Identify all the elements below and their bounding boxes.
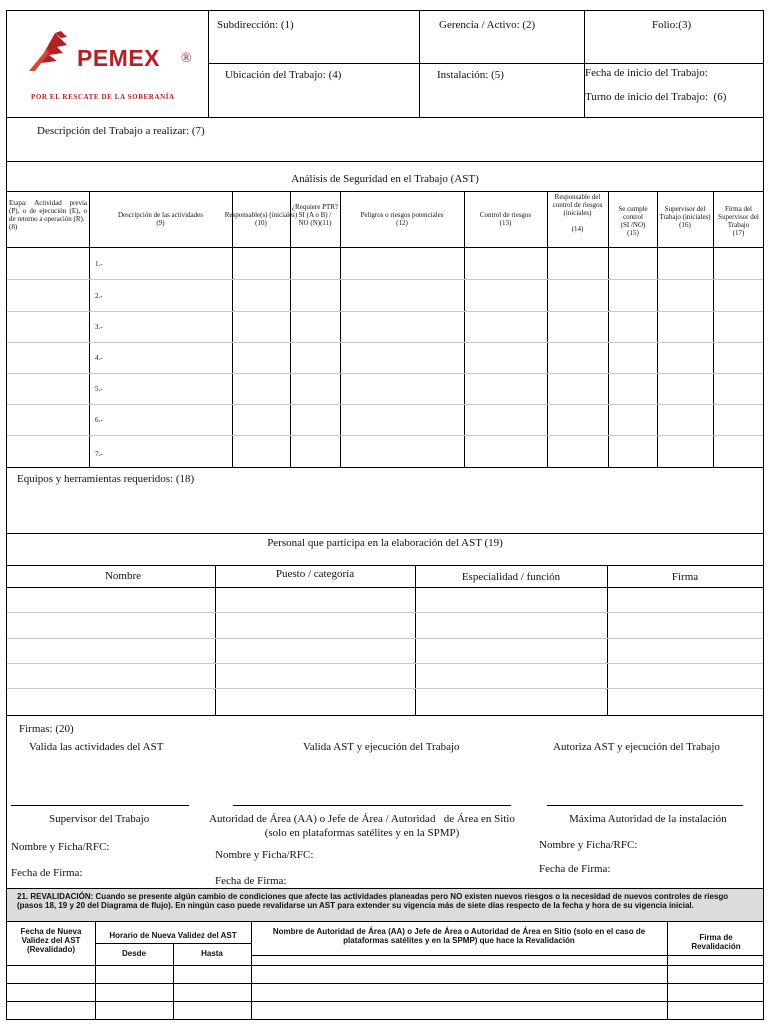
logo-name: PEMEX (77, 45, 161, 71)
autoridad-signature-line[interactable] (233, 805, 511, 806)
autoridad-fecha-field[interactable]: Fecha de Firma: (215, 875, 287, 887)
col-especialidad: Especialidad / función (461, 571, 561, 583)
registered-mark: ® (181, 51, 192, 66)
maxima-fecha-field[interactable]: Fecha de Firma: (539, 863, 611, 875)
col-desde: Desde (121, 949, 146, 958)
ast-form-page (6, 10, 764, 1020)
ast-table (7, 191, 763, 467)
logo-subtitle: POR EL RESCATE DE LA SOBERANÍA (31, 93, 175, 101)
col-control: Control de riesgos (13) (479, 211, 532, 227)
maxima-signature-line[interactable] (547, 805, 743, 806)
subdireccion-field[interactable]: Subdirección: (1) (217, 19, 294, 31)
pemex-eagle-icon (27, 29, 73, 73)
autoriza-label: Autoriza AST y ejecución del Trabajo (553, 741, 720, 753)
valida-ejecucion-label: Valida AST y ejecución del Trabajo (303, 741, 460, 753)
col-responsable: Responsable(s) (iniciales) (10) (224, 211, 298, 227)
instalacion-field[interactable]: Instalación: (5) (437, 69, 504, 81)
valida-actividades-label: Valida las actividades del AST (29, 741, 164, 753)
supervisor-label: Supervisor del Trabajo (49, 813, 150, 825)
autoridad-nombre-field[interactable]: Nombre y Ficha/RFC: (215, 849, 314, 861)
ast-row-1[interactable]: 1.- (95, 260, 103, 268)
col-firma-supervisor: Firma del Supervisor del Trabajo (17) (718, 205, 759, 237)
autoridad-label-line2: (solo en plataformas satélites y en la SPMP) (264, 827, 460, 839)
col-nombre: Nombre (104, 570, 142, 582)
col-nombre-autoridad: Nombre de Autoridad de Área (AA) o Jefe de Área o Autoridad de Área en Sitio (solo en el caso de plataformas satélites y en la SPMP) que hace la Revalidación (272, 927, 646, 945)
autoridad-label-line1: Autoridad de Área (AA) o Jefe de Área / Autoridad de Área en Sitio (209, 813, 515, 825)
col-descripcion: Descripción de las actividades (9) (118, 211, 203, 227)
col-puesto: Puesto / categoría (275, 568, 355, 580)
fecha-inicio-field[interactable]: Fecha de inicio del Trabajo: (585, 67, 708, 79)
ast-row-7[interactable]: 7.- (95, 450, 103, 458)
personal-table (7, 565, 763, 715)
ast-title: Análisis de Seguridad en el Trabajo (AST) (291, 173, 479, 185)
maxima-label: Máxima Autoridad de la instalación (569, 813, 727, 825)
col-supervisor: Supervisor del Trabajo (iniciales) (16) (659, 205, 711, 229)
col-fecha-nueva-validez: Fecha de Nueva Validez del AST (Revalidado) (20, 927, 82, 954)
ast-row-2[interactable]: 2.- (95, 292, 103, 300)
col-hasta: Hasta (201, 949, 223, 958)
col-se-cumple: Se cumple control (SI /NO) (15) (618, 205, 648, 237)
folio-field[interactable]: Folio:(3) (652, 19, 692, 31)
descripcion-field[interactable]: Descripción del Trabajo a realizar: (7) (37, 125, 205, 137)
firmas-label: Firmas: (20) (19, 723, 74, 735)
ubicacion-field[interactable]: Ubicación del Trabajo: (4) (225, 69, 342, 81)
col-ptr: ¿Requiere PTR? SI (A o B) / NO (N)(11) (291, 203, 339, 227)
ast-row-5[interactable]: 5.- (95, 385, 103, 393)
maxima-nombre-field[interactable]: Nombre y Ficha/RFC: (539, 839, 638, 851)
pemex-logo (21, 23, 201, 105)
gerencia-field[interactable]: Gerencia / Activo: (2) (439, 19, 536, 31)
ast-row-3[interactable]: 3.- (95, 323, 103, 331)
supervisor-fecha-field[interactable]: Fecha de Firma: (11, 867, 83, 879)
revalidacion-text: 21. REVALIDACIÓN: Cuando se presente algún cambio de condiciones que afecte las actividades planeadas pero NO existen nuevos riesgos o la necesidad de nuevos controles de riesgo (pasos 18, 19 y 20 del Diagrama de flujo). En ningún caso puede revalidarse un AST para extender su vigencia más de siete días respecto de la fecha y hora de su vigencia inicial. (17, 892, 729, 910)
col-peligros: Peligros o riesgos potenciales (12) (360, 211, 444, 227)
col-etapa: Etapa: Actividad previa (P), o de ejecución (E), o de retorno a operación (R). (8) (9, 199, 87, 231)
turno-inicio-field[interactable]: Turno de inicio del Trabajo: (6) (585, 91, 727, 103)
col-firma-revalidacion: Firma de Revalidación (691, 933, 741, 951)
revalidacion-table (7, 921, 763, 1019)
ast-row-4[interactable]: 4.- (95, 354, 103, 362)
col-horario: Horario de Nueva Validez del AST (109, 931, 237, 940)
col-firma: Firma (671, 571, 699, 583)
equipos-field[interactable]: Equipos y herramientas requeridos: (18) (17, 473, 195, 485)
col-responsable-control: Responsable del control de riesgos (iniciales) (14) (552, 193, 603, 233)
ast-row-6[interactable]: 6.- (95, 416, 103, 424)
revalidacion-notice (7, 889, 763, 921)
personal-title: Personal que participa en la elaboración del AST (19) (267, 537, 503, 549)
supervisor-signature-line[interactable] (11, 805, 189, 806)
supervisor-nombre-field[interactable]: Nombre y Ficha/RFC: (11, 841, 110, 853)
